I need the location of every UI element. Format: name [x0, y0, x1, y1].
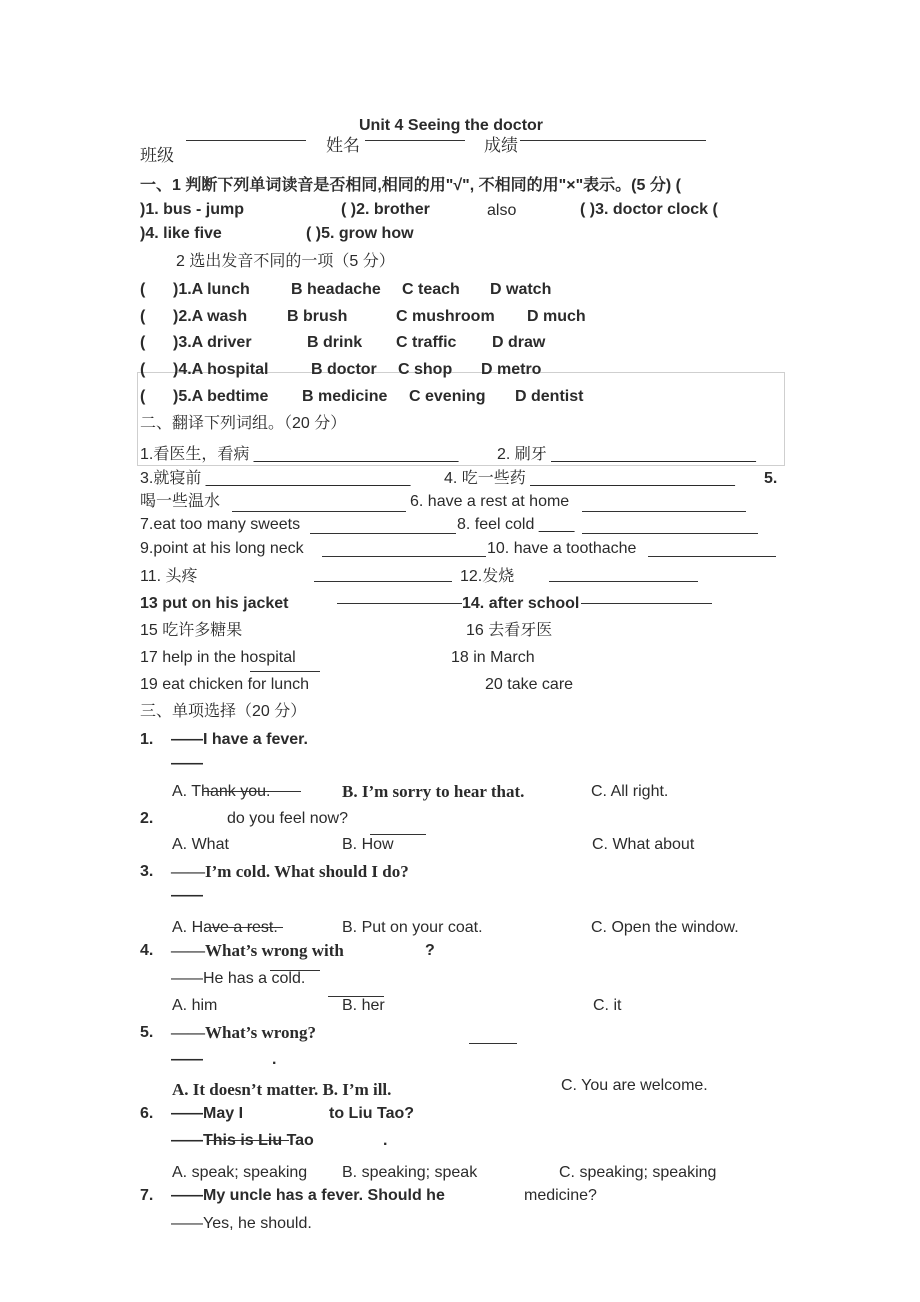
mc4-number: 4.: [140, 942, 154, 959]
q5-option-a: )5.A bedtime: [173, 388, 269, 405]
mc6-line2: ——This is Liu Tao: [171, 1132, 314, 1149]
phrase-20[interactable]: 20 take care: [485, 676, 574, 693]
q2-option-b: B brush: [287, 308, 348, 325]
phrase-13-blank[interactable]: [337, 603, 462, 604]
phrase-17-mark: [250, 671, 320, 672]
phrase-8: 8. feel cold ____: [457, 516, 575, 533]
q5-option-d: D dentist: [515, 388, 584, 405]
part1-row2-a: )4. like five: [140, 225, 222, 242]
part1-instruction: 一、1 判断下列单词读音是否相同,相同的用"√", 不相同的用"×"表示。(5 分) (: [140, 177, 681, 194]
mc3-option-b[interactable]: B. Put on your coat.: [342, 919, 483, 936]
mc1-option-b[interactable]: B. I’m sorry to hear that.: [342, 782, 525, 801]
phrase-10: 10. have a toothache: [487, 540, 637, 557]
q3-option-d: D draw: [492, 334, 546, 351]
mc5-option-c[interactable]: C. You are welcome.: [561, 1077, 708, 1094]
mc6-option-b[interactable]: B. speaking; speak: [342, 1164, 478, 1181]
part3-heading: 三、单项选择（20 分）: [140, 703, 307, 720]
mc3-option-a[interactable]: A. Have a rest.: [172, 919, 278, 936]
class-label: 班级: [140, 146, 174, 165]
mc2-option-a[interactable]: A. What: [172, 836, 229, 853]
mc2-line1: do you feel now?: [227, 810, 348, 827]
q2-option-a: )2.A wash: [173, 308, 248, 325]
mc4-line2: ——He has a cold.: [171, 970, 306, 987]
class-blank[interactable]: [186, 140, 306, 141]
q4-option-d: D metro: [481, 361, 542, 378]
mc6-line1: ——May I: [171, 1105, 244, 1122]
mc4-option-a[interactable]: A. him: [172, 997, 218, 1014]
phrase-15[interactable]: 15 吃许多糖果: [140, 622, 243, 639]
mc5-line2[interactable]: ——: [171, 1051, 203, 1068]
q5-option-b: B medicine: [302, 388, 388, 405]
q1-option-a: )1.A lunch: [173, 281, 250, 298]
phrase-14: 14. after school: [462, 595, 580, 612]
q1-option-c: C teach: [402, 281, 460, 298]
phrase-17[interactable]: 17 help in the hospital: [140, 649, 296, 666]
q3-paren[interactable]: (: [140, 334, 146, 351]
part1-row2-b: ( )5. grow how: [306, 225, 414, 242]
mc4-mark: [270, 970, 320, 971]
phrase-8-blank[interactable]: [582, 533, 758, 534]
phrase-14-blank[interactable]: [581, 603, 712, 604]
mc1-option-c[interactable]: C. All right.: [591, 783, 669, 800]
mc7-line2: ——Yes, he should.: [171, 1215, 312, 1232]
phrase-2[interactable]: 2. 刷牙 _______________________: [497, 446, 756, 463]
mc1-option-a[interactable]: A. Thank you.: [172, 783, 271, 800]
mc6-option-c[interactable]: C. speaking; speaking: [559, 1164, 717, 1181]
name-label: 姓名: [326, 136, 360, 155]
page-title: Unit 4 Seeing the doctor: [359, 117, 544, 134]
score-label: 成绩: [484, 136, 518, 155]
mc5-line1: ——What’s wrong?: [171, 1023, 316, 1042]
phrase-7-blank[interactable]: [310, 533, 456, 534]
phrase-6: 6. have a rest at home: [410, 493, 570, 510]
part1-row1-a: )1. bus - jump: [140, 201, 244, 218]
q3-option-c: C traffic: [396, 334, 457, 351]
q3-option-a: )3.A driver: [173, 334, 252, 351]
part1-row1-d: ( )3. doctor clock (: [580, 201, 718, 218]
mc6-number: 6.: [140, 1105, 154, 1122]
q5-option-c: C evening: [409, 388, 486, 405]
part2-heading: 二、翻译下列词组。（20 分）: [140, 415, 347, 432]
mc6-dot: .: [383, 1132, 388, 1149]
q5-paren[interactable]: (: [140, 388, 146, 405]
part1-instruction-b: 2 选出发音不同的一项（5 分）: [176, 253, 395, 270]
q1-paren[interactable]: (: [140, 281, 146, 298]
mc3-line2[interactable]: ——: [171, 887, 203, 904]
q2-option-c: C mushroom: [396, 308, 495, 325]
mc4-line1: ——What’s wrong with: [171, 941, 344, 960]
mc7-line1b: medicine?: [524, 1187, 597, 1204]
phrase-5-blank[interactable]: [232, 511, 406, 512]
phrase-9-blank[interactable]: [322, 556, 486, 557]
mc3-option-c[interactable]: C. Open the window.: [591, 919, 739, 936]
mc6-option-a[interactable]: A. speak; speaking: [172, 1164, 308, 1181]
part1-row1-c: also: [487, 202, 517, 219]
mc7-line1: ——My uncle has a fever. Should he: [171, 1187, 445, 1204]
phrase-16[interactable]: 16 去看牙医: [466, 622, 553, 639]
phrase-12-blank[interactable]: [549, 581, 698, 582]
phrase-7: 7.eat too many sweets: [140, 516, 301, 533]
q4-option-b: B doctor: [311, 361, 377, 378]
mc1-line1: ——I have a fever.: [171, 731, 308, 748]
phrase-19[interactable]: 19 eat chicken for lunch: [140, 676, 309, 693]
q1-option-d: D watch: [490, 281, 552, 298]
mc5-number: 5.: [140, 1024, 154, 1041]
phrase-10-blank[interactable]: [648, 556, 776, 557]
phrase-9: 9.point at his long neck: [140, 540, 304, 557]
mc3-strike: [205, 927, 283, 928]
mc3-line1: ——I’m cold. What should I do?: [171, 862, 409, 881]
mc4-qmark: ?: [425, 942, 435, 959]
phrase-18[interactable]: 18 in March: [451, 649, 535, 666]
q4-option-c: C shop: [398, 361, 453, 378]
mc5-option-ab[interactable]: A. It doesn’t matter. B. I’m ill.: [172, 1080, 392, 1099]
mc6-line1b: to Liu Tao?: [329, 1105, 415, 1122]
phrase-5: 喝一些温水: [140, 493, 221, 510]
phrase-13: 13 put on his jacket: [140, 595, 289, 612]
mc7-number: 7.: [140, 1187, 154, 1204]
mc4-option-b[interactable]: B. her: [342, 997, 385, 1014]
q1-option-b: B headache: [291, 281, 381, 298]
mc2-number: 2.: [140, 810, 154, 827]
q2-paren[interactable]: (: [140, 308, 146, 325]
score-blank[interactable]: [520, 140, 706, 141]
mc6-strike: [209, 1140, 289, 1141]
phrase-11-blank[interactable]: [314, 581, 452, 582]
phrase-1[interactable]: 1.看医生，看病 _______________________: [140, 446, 459, 463]
q2-option-d: D much: [527, 308, 586, 325]
mc1-strike: [203, 791, 301, 792]
mc1-line2[interactable]: ——: [171, 755, 203, 772]
q4-option-a: )4.A hospital: [173, 361, 269, 378]
phrase-5-num: 5.: [764, 470, 778, 487]
q4-paren[interactable]: (: [140, 361, 146, 378]
part1-row1-b: ( )2. brother: [341, 201, 430, 218]
phrase-11: 11. 头疼: [140, 568, 198, 585]
mc4-option-c[interactable]: C. it: [593, 997, 622, 1014]
name-blank[interactable]: [365, 140, 465, 141]
mc1-number: 1.: [140, 731, 154, 748]
mc2-option-b[interactable]: B. How: [342, 836, 394, 853]
mc3-number: 3.: [140, 863, 154, 880]
mc2-option-c[interactable]: C. What about: [592, 836, 695, 853]
phrase-4[interactable]: 4. 吃一些药 _______________________: [444, 470, 735, 487]
mc5-mark: [469, 1043, 517, 1044]
phrase-6-blank[interactable]: [582, 511, 746, 512]
phrase-3[interactable]: 3.就寝前 _______________________: [140, 470, 411, 487]
phrase-12: 12.发烧: [460, 568, 515, 585]
q3-option-b: B drink: [307, 334, 363, 351]
mc5-dot: .: [272, 1051, 277, 1068]
